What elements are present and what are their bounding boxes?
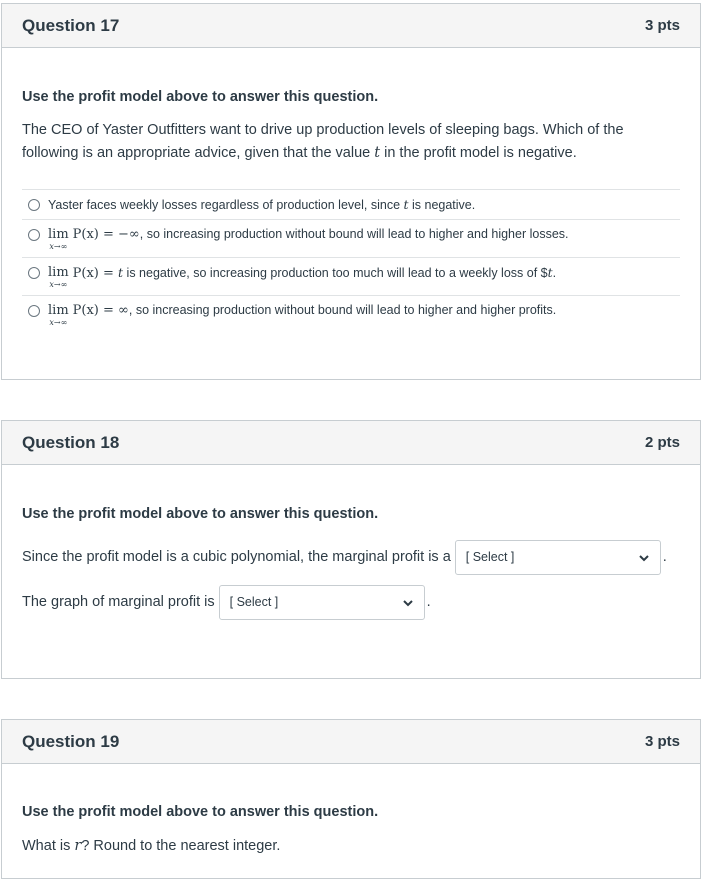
question-prompt: What is r? Round to the nearest integer.: [22, 838, 281, 854]
answer-option-1[interactable]: [22, 190, 680, 220]
question-title: Question 19: [22, 731, 120, 751]
chevron-down-icon: [402, 597, 414, 609]
question-header: [2, 4, 700, 48]
limit-expression: lim x→∞: [48, 303, 69, 327]
marginal-graph-select[interactable]: [219, 585, 425, 620]
answer-option-2[interactable]: lim x→∞ P(x) = −∞, so increasing production without bound will lead to higher and higher losses.: [22, 220, 680, 258]
question-intro: Use the profit model above to answer this question.: [22, 804, 379, 820]
question-prompt: The graph of marginal profit is: [22, 594, 215, 610]
limit-expression: lim x→∞: [48, 265, 69, 289]
marginal-profit-select[interactable]: [455, 540, 661, 575]
question-title: Question 18: [22, 432, 120, 452]
question-title: Question 17: [22, 15, 120, 35]
question-prompt: The CEO of Yaster Outfitters want to drive up production levels of sleeping bags. Which of the following is an appropriate advice, given that the value t in the profit model is negative.: [22, 122, 624, 161]
radio-button[interactable]: [28, 229, 40, 241]
question-19: [1, 719, 701, 879]
question-prompt: Since the profit model is a cubic polynomial, the marginal profit is a: [22, 549, 451, 565]
limit-expression: lim x→∞: [48, 227, 69, 251]
question-header: [2, 421, 700, 465]
select-value: [ Select ]: [229, 595, 279, 609]
question-17: [1, 3, 701, 380]
question-header: [2, 720, 700, 764]
question-intro: Use the profit model above to answer this question.: [22, 506, 379, 522]
answer-text: Yaster faces weekly losses regardless of production level, since t is negative.: [48, 197, 476, 212]
select-value: [ Select ]: [465, 550, 515, 564]
radio-button[interactable]: [28, 305, 40, 317]
question-intro: Use the profit model above to answer this question.: [22, 89, 379, 105]
question-18: Question 18 2 pts Use the profit model above to answer this question. Since the profit model is a cubic polynomial, the marginal profit is a [ Select ] . The graph of marginal profit is [ Select ] .: [1, 420, 701, 679]
question-points: 3 pts: [644, 17, 680, 34]
answer-option-3[interactable]: lim x→∞ P(x) = t is negative, so increasing production too much will lead to a weekly loss of $t.: [22, 258, 680, 296]
radio-button[interactable]: [28, 267, 40, 279]
question-points: 3 pts: [644, 733, 680, 750]
answer-option-4[interactable]: lim x→∞ P(x) = ∞, so increasing production without bound will lead to higher and higher profits.: [22, 296, 680, 333]
answer-list: [22, 189, 680, 333]
radio-button[interactable]: [28, 199, 40, 211]
chevron-down-icon: [638, 552, 650, 564]
question-points: 2 pts: [644, 434, 680, 451]
